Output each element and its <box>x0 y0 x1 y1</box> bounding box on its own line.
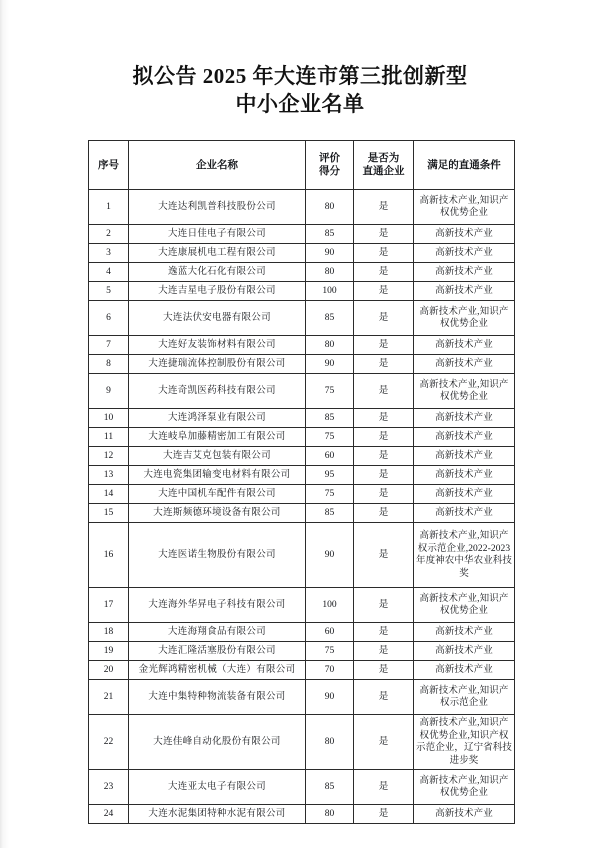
cell-conditions: 高新技术产业,知识产权示范企业,2022-2023 年度神农中华农业科技奖 <box>414 523 515 588</box>
table-row <box>89 485 515 504</box>
table-row <box>89 715 515 770</box>
cell-conditions: 高新技术产业,知识产权优势企业,知识产权示范企业，辽宁省科技进步奖 <box>414 715 515 770</box>
cell-sequence: 10 <box>89 409 129 428</box>
cell-conditions: 高新技术产业 <box>414 805 515 824</box>
cell-direct-pass: 是 <box>354 680 414 715</box>
cell-direct-pass: 是 <box>354 485 414 504</box>
table-row <box>89 588 515 623</box>
cell-score: 75 <box>306 485 354 504</box>
table-row <box>89 466 515 485</box>
cell-enterprise-name: 大连佳峰自动化股份有限公司 <box>129 715 306 770</box>
cell-direct-pass: 是 <box>354 805 414 824</box>
table-row <box>89 244 515 263</box>
cell-conditions: 高新技术产业 <box>414 466 515 485</box>
cell-direct-pass: 是 <box>354 661 414 680</box>
cell-conditions: 高新技术产业,知识产权优势企业 <box>414 770 515 805</box>
cell-sequence: 11 <box>89 428 129 447</box>
cell-enterprise-name: 大连斯频德环境设备有限公司 <box>129 504 306 523</box>
cell-sequence: 18 <box>89 623 129 642</box>
cell-direct-pass: 是 <box>354 642 414 661</box>
cell-score: 90 <box>306 355 354 374</box>
cell-conditions: 高新技术产业,知识产权示范企业 <box>414 680 515 715</box>
cell-enterprise-name: 大连亚太电子有限公司 <box>129 770 306 805</box>
column-header-direct-pass <box>354 141 414 190</box>
cell-score: 80 <box>306 190 354 225</box>
cell-score: 85 <box>306 301 354 336</box>
cell-enterprise-name: 大连岐阜加藤精密加工有限公司 <box>129 428 306 447</box>
page-title-line-2: 中小企业名单 <box>235 92 365 116</box>
table-header-row <box>89 141 515 190</box>
cell-sequence: 9 <box>89 374 129 409</box>
column-header-score-line-1: 评价 <box>319 153 340 164</box>
column-header-conditions: 满足的直通条件 <box>414 141 515 190</box>
cell-score: 90 <box>306 680 354 715</box>
cell-enterprise-name: 大连日佳电子有限公司 <box>129 225 306 244</box>
table-row <box>89 428 515 447</box>
table-row <box>89 623 515 642</box>
cell-direct-pass: 是 <box>354 523 414 588</box>
cell-direct-pass: 是 <box>354 374 414 409</box>
cell-direct-pass: 是 <box>354 588 414 623</box>
cell-sequence: 7 <box>89 336 129 355</box>
cell-enterprise-name: 金光辉鸿精密机械（大连）有限公司 <box>129 661 306 680</box>
column-header-direct-line-2: 直通企业 <box>362 166 405 177</box>
table-row <box>89 336 515 355</box>
cell-score: 80 <box>306 715 354 770</box>
cell-direct-pass: 是 <box>354 623 414 642</box>
cell-enterprise-name: 大连鸿泽泵业有限公司 <box>129 409 306 428</box>
cell-direct-pass: 是 <box>354 466 414 485</box>
enterprise-list-table-container <box>88 140 514 824</box>
cell-direct-pass: 是 <box>354 428 414 447</box>
cell-sequence: 15 <box>89 504 129 523</box>
table-row <box>89 263 515 282</box>
cell-enterprise-name: 大连海外华昇电子科技有限公司 <box>129 588 306 623</box>
cell-conditions: 高新技术产业 <box>414 504 515 523</box>
table-row <box>89 770 515 805</box>
cell-direct-pass: 是 <box>354 770 414 805</box>
cell-direct-pass: 是 <box>354 282 414 301</box>
cell-enterprise-name: 大连吉艾克包装有限公司 <box>129 447 306 466</box>
cell-score: 80 <box>306 336 354 355</box>
cell-conditions: 高新技术产业 <box>414 409 515 428</box>
table-row <box>89 680 515 715</box>
cell-direct-pass: 是 <box>354 715 414 770</box>
cell-direct-pass: 是 <box>354 263 414 282</box>
cell-enterprise-name: 大连水泥集团特种水泥有限公司 <box>129 805 306 824</box>
cell-enterprise-name: 大连康展机电工程有限公司 <box>129 244 306 263</box>
cell-direct-pass: 是 <box>354 190 414 225</box>
cell-enterprise-name: 大连达利凯普科技股份公司 <box>129 190 306 225</box>
cell-conditions: 高新技术产业 <box>414 263 515 282</box>
cell-direct-pass: 是 <box>354 504 414 523</box>
column-header-direct-line-1: 是否为 <box>367 153 400 164</box>
cell-enterprise-name: 大连海翔食品有限公司 <box>129 623 306 642</box>
cell-score: 80 <box>306 263 354 282</box>
table-row <box>89 282 515 301</box>
cell-enterprise-name: 大连好友装饰材料有限公司 <box>129 336 306 355</box>
cell-sequence: 20 <box>89 661 129 680</box>
cell-direct-pass: 是 <box>354 244 414 263</box>
cell-conditions: 高新技术产业,知识产权优势企业 <box>414 588 515 623</box>
cell-sequence: 14 <box>89 485 129 504</box>
table-row <box>89 642 515 661</box>
cell-score: 85 <box>306 225 354 244</box>
cell-enterprise-name: 大连中集特种物流装备有限公司 <box>129 680 306 715</box>
cell-conditions: 高新技术产业 <box>414 447 515 466</box>
cell-conditions: 高新技术产业 <box>414 282 515 301</box>
cell-score: 75 <box>306 374 354 409</box>
cell-score: 100 <box>306 588 354 623</box>
column-header-score <box>306 141 354 190</box>
cell-score: 90 <box>306 523 354 588</box>
table-row <box>89 301 515 336</box>
cell-score: 85 <box>306 409 354 428</box>
cell-direct-pass: 是 <box>354 355 414 374</box>
cell-enterprise-name: 大连法伏安电器有限公司 <box>129 301 306 336</box>
table-row <box>89 661 515 680</box>
cell-sequence: 5 <box>89 282 129 301</box>
cell-sequence: 16 <box>89 523 129 588</box>
column-header-score-line-2: 得分 <box>319 166 340 177</box>
cell-score: 90 <box>306 244 354 263</box>
table-row <box>89 504 515 523</box>
cell-score: 70 <box>306 661 354 680</box>
cell-sequence: 13 <box>89 466 129 485</box>
cell-conditions: 高新技术产业,知识产权优势企业 <box>414 374 515 409</box>
table-row <box>89 447 515 466</box>
cell-sequence: 23 <box>89 770 129 805</box>
table-body <box>89 190 515 824</box>
table-row <box>89 355 515 374</box>
cell-sequence: 8 <box>89 355 129 374</box>
cell-score: 75 <box>306 642 354 661</box>
cell-enterprise-name: 大连汇隆活塞股份有限公司 <box>129 642 306 661</box>
cell-conditions: 高新技术产业 <box>414 661 515 680</box>
page-title-line-1: 拟公告 2025 年大连市第三批创新型 <box>132 64 468 88</box>
enterprise-list-table <box>88 140 515 824</box>
cell-sequence: 4 <box>89 263 129 282</box>
cell-conditions: 高新技术产业 <box>414 355 515 374</box>
cell-score: 75 <box>306 428 354 447</box>
table-row <box>89 409 515 428</box>
cell-conditions: 高新技术产业,知识产权优势企业 <box>414 190 515 225</box>
table-row <box>89 374 515 409</box>
cell-conditions: 高新技术产业 <box>414 244 515 263</box>
cell-sequence: 19 <box>89 642 129 661</box>
cell-direct-pass: 是 <box>354 301 414 336</box>
cell-enterprise-name: 大连捷瑞流体控制股份有限公司 <box>129 355 306 374</box>
cell-sequence: 3 <box>89 244 129 263</box>
table-row <box>89 225 515 244</box>
table-row <box>89 523 515 588</box>
cell-score: 60 <box>306 447 354 466</box>
column-header-enterprise-name: 企业名称 <box>129 141 306 190</box>
cell-score: 60 <box>306 623 354 642</box>
cell-score: 95 <box>306 466 354 485</box>
cell-sequence: 22 <box>89 715 129 770</box>
cell-enterprise-name: 大连中国机车配件有限公司 <box>129 485 306 504</box>
cell-sequence: 6 <box>89 301 129 336</box>
table-header <box>89 141 515 190</box>
cell-sequence: 12 <box>89 447 129 466</box>
cell-score: 80 <box>306 805 354 824</box>
cell-score: 100 <box>306 282 354 301</box>
cell-direct-pass: 是 <box>354 447 414 466</box>
table-row <box>89 190 515 225</box>
cell-direct-pass: 是 <box>354 409 414 428</box>
cell-sequence: 17 <box>89 588 129 623</box>
cell-enterprise-name: 大连电瓷集团输变电材料有限公司 <box>129 466 306 485</box>
table-row <box>89 805 515 824</box>
cell-sequence: 2 <box>89 225 129 244</box>
cell-conditions: 高新技术产业,知识产权优势企业 <box>414 301 515 336</box>
cell-score: 85 <box>306 504 354 523</box>
cell-sequence: 24 <box>89 805 129 824</box>
cell-conditions: 高新技术产业 <box>414 225 515 244</box>
cell-sequence: 1 <box>89 190 129 225</box>
cell-direct-pass: 是 <box>354 225 414 244</box>
cell-direct-pass: 是 <box>354 336 414 355</box>
cell-enterprise-name: 大连医诺生物股份有限公司 <box>129 523 306 588</box>
cell-enterprise-name: 大连吉星电子股份有限公司 <box>129 282 306 301</box>
cell-conditions: 高新技术产业 <box>414 336 515 355</box>
cell-score: 85 <box>306 770 354 805</box>
cell-conditions: 高新技术产业 <box>414 642 515 661</box>
cell-conditions: 高新技术产业 <box>414 485 515 504</box>
cell-enterprise-name: 大连奇凯医药科技有限公司 <box>129 374 306 409</box>
column-header-sequence: 序号 <box>89 141 129 190</box>
cell-conditions: 高新技术产业 <box>414 428 515 447</box>
page-title <box>60 62 540 118</box>
cell-enterprise-name: 逸蓝大化石化有限公司 <box>129 263 306 282</box>
cell-sequence: 21 <box>89 680 129 715</box>
cell-conditions: 高新技术产业 <box>414 623 515 642</box>
